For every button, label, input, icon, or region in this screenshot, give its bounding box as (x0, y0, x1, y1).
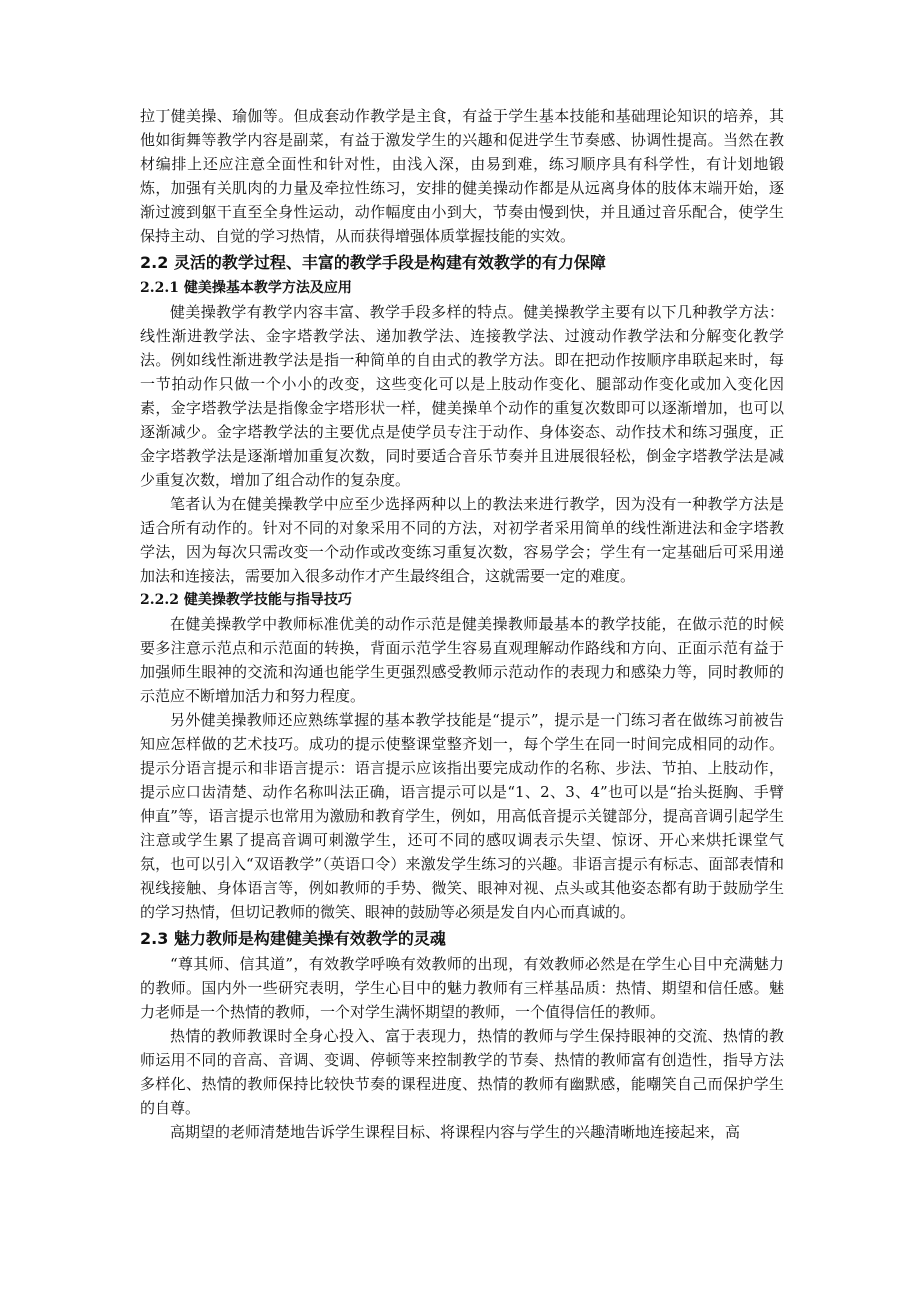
subsection-heading-2-2-1: 2.2.1 健美操基本教学方法及应用 (140, 280, 352, 296)
subsection-heading-2-2-2: 2.2.2 健美操教学技能与指导技巧 (140, 592, 352, 608)
paragraph-6: “尊其师、信其道”，有效教学呼唤有效教师的出现，有效教师必然是在学生心目中充满魅力的教师。国内外一些研究表明，学生心目中的魅力教师有三样基品质：热情、期望和信任感。魅力老师是一个热情的教师，一个对学生满怀期望的教师，一个值得信任的教师。 (140, 955, 784, 1021)
paragraph-5: 另外健美操教师还应熟练掌握的基本教学技能是“提示”，提示是一门练习者在做练习前被告知应怎样做的艺术技巧。成功的提示使整课堂整齐划一，每个学生在同一时间完成相同的动作。提示分语言提示和非语言提示：语言提示应该指出要完成动作的名称、步法、节拍、上肢动作，提示应口齿清楚、动作名称叫法正确，语言提示可以是“1、2、3、4”也可以是“抬头挺胸、手臂伸直”等，语言提示也常用为激励和教育学生，例如，用高低音提示关键部分，提高音调引起学生注意或学生累了提高音调可刺激学生，还可不同的感叹调表示失望、惊讶、开心来烘托课堂气氛，也可以引入“双语教学”（英语口令）来激发学生练习的兴趣。非语言提示有标志、面部表情和视线接触、身体语言等，例如教师的手势、微笑、眼神对视、点头或其他姿态都有助于鼓励学生的学习热情，但切记教师的微笑、眼神的鼓励等必须是发自内心而真诚的。 (140, 711, 784, 921)
paragraph-4: 在健美操教学中教师标准优美的动作示范是健美操教师最基本的教学技能，在做示范的时候要多注意示范点和示范面的转换，背面示范学生容易直观理解动作路线和方向、正面示范有益于加强师生眼神的交流和沟通也能学生更强烈感受教师示范动作的表现力和感染力等，同时教师的示范应不断增加活力和努力程度。 (140, 615, 784, 705)
paragraph-2: 健美操教学有教学内容丰富、教学手段多样的特点。健美操教学主要有以下几种教学方法：线性渐进教学法、金字塔教学法、递加教学法、连接教学法、过渡动作教学法和分解变化教学法。例如线性渐进教学法是指一种简单的自由式的教学方法。即在把动作按顺序串联起来时，每一节拍动作只做一个小小的改变，这些变化可以是上肢动作变化、腿部动作变化或加入变化因素，金字塔教学法是指像金字塔形状一样，健美操单个动作的重复次数即可以逐渐增加，也可以逐渐减少。金字塔教学法的主要优点是使学员专注于动作、身体姿态、动作技术和练习强度，正金字塔教学法是逐渐增加重复次数，同时要适合音乐节奏并且进展很轻松，倒金字塔教学法是减少重复次数，增加了组合动作的复杂度。 (140, 303, 784, 489)
paragraph-3: 笔者认为在健美操教学中应至少选择两种以上的教法来进行教学，因为没有一种教学方法是适合所有动作的。针对不同的对象采用不同的方法，对初学者采用简单的线性渐进法和金字塔教学法，因为每次只需改变一个动作或改变练习重复次数，容易学会；学生有一定基础后可采用递加法和连接法，需要加入很多动作才产生最终组合，这就需要一定的难度。 (140, 495, 784, 585)
paragraph-8: 高期望的老师清楚地告诉学生课程目标、将课程内容与学生的兴趣清晰地连接起来，高 (170, 1123, 741, 1141)
section-heading-2-2: 2.2 灵活的教学过程、丰富的教学手段是构建有效教学的有力保障 (140, 253, 606, 272)
paragraph-1: 拉丁健美操、瑜伽等。但成套动作教学是主食，有益于学生基本技能和基础理论知识的培养，其他如街舞等教学内容是副菜，有益于激发学生的兴趣和促进学生节奏感、协调性提高。当然在教材编排上还应注意全面性和针对性，由浅入深，由易到难，练习顺序具有科学性，有计划地锻炼，加强有关肌肉的力量及牵拉性练习，安排的健美操动作都是从远离身体的肢体末端开始，逐渐过渡到躯干直至全身性运动，动作幅度由小到大，节奏由慢到快，并且通过音乐配合，使学生保持主动、自觉的学习热情，从而获得增强体质掌握技能的实效。 (140, 107, 784, 245)
paragraph-7: 热情的教师教课时全身心投入、富于表现力，热情的教师与学生保持眼神的交流、热情的教师运用不同的音高、音调、变调、停顿等来控制教学的节奏、热情的教师富有创造性，指导方法多样化、热情的教师保持比较快节奏的课程进度、热情的教师有幽默感，能嘲笑自己而保护学生的自尊。 (140, 1027, 784, 1117)
section-heading-2-3: 2.3 魅力教师是构建健美操有效教学的灵魂 (140, 929, 446, 948)
